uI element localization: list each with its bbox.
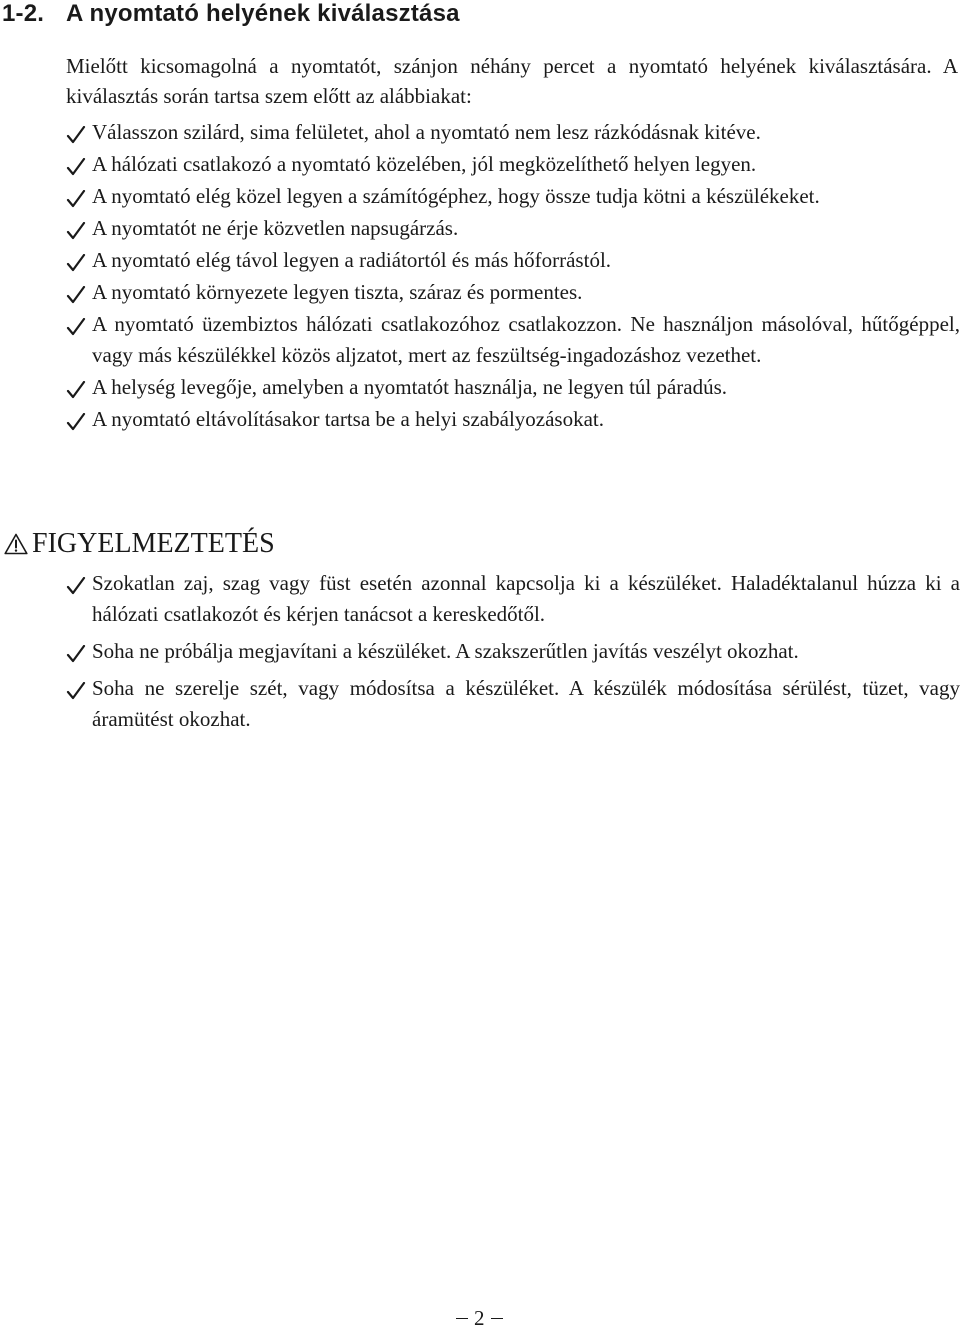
checkmark-icon bbox=[66, 318, 86, 336]
list-item-text: A helység levegője, amelyben a nyomtatót használja, ne legyen túl páradús. bbox=[92, 375, 728, 399]
list-item bbox=[66, 372, 960, 403]
placement-checklist bbox=[66, 117, 960, 436]
list-item bbox=[66, 404, 960, 435]
checkmark-icon bbox=[66, 158, 86, 176]
page-number bbox=[456, 1306, 503, 1330]
list-item-text: A nyomtató elég közel legyen a számítógéphez, hogy össze tudja kötni a készülékeket. bbox=[92, 184, 820, 208]
checkmark-icon bbox=[66, 254, 86, 272]
section-number: 1-2. bbox=[2, 0, 45, 27]
list-item bbox=[66, 277, 960, 308]
list-item-text: Válasszon szilárd, sima felületet, ahol a nyomtató nem lesz rázkódásnak kitéve. bbox=[92, 120, 761, 144]
warning-checklist bbox=[66, 568, 960, 741]
list-item-text: Soha ne szerelje szét, vagy módosítsa a készüléket. A készülék módosítása sérülést, tüzet, vagy áramütést okozhat. bbox=[92, 676, 960, 731]
checkmark-icon bbox=[66, 126, 86, 144]
page-number-dash bbox=[456, 1318, 468, 1319]
list-item bbox=[66, 213, 960, 244]
list-item bbox=[66, 245, 960, 276]
list-item bbox=[66, 117, 960, 148]
list-item-text: A nyomtató elég távol legyen a radiátortól és más hőforrástól. bbox=[92, 248, 612, 272]
checkmark-icon bbox=[66, 577, 86, 595]
list-item-text: A hálózati csatlakozó a nyomtató közelében, jól megközelíthető helyen legyen. bbox=[92, 152, 757, 176]
checkmark-icon bbox=[66, 222, 86, 240]
list-item-text: A nyomtatót ne érje közvetlen napsugárzás. bbox=[92, 216, 459, 240]
page-number-dash bbox=[491, 1318, 503, 1319]
list-item bbox=[66, 636, 960, 667]
checkmark-icon bbox=[66, 413, 86, 431]
list-item bbox=[66, 673, 960, 735]
warning-heading bbox=[4, 526, 275, 562]
checkmark-icon bbox=[66, 286, 86, 304]
list-item-text: Soha ne próbálja megjavítani a készüléket. A szakszerűtlen javítás veszélyt okozhat. bbox=[92, 639, 799, 663]
intro-paragraph: Mielőtt kicsomagolná a nyomtatót, szánjon néhány percet a nyomtató helyének kiválasztására. A kiválasztás során tartsa szem előtt az alábbiakat: bbox=[66, 54, 958, 108]
checkmark-icon bbox=[66, 682, 86, 700]
warning-title: FIGYELMEZTETÉS bbox=[32, 528, 275, 559]
page-number-value: 2 bbox=[474, 1306, 485, 1330]
list-item-text: Szokatlan zaj, szag vagy füst esetén azonnal kapcsolja ki a készüléket. Haladéktalanul húzza ki a hálózati csatlakozót és kérjen tanácsot a kereskedőtől. bbox=[92, 571, 960, 626]
checkmark-icon bbox=[66, 190, 86, 208]
list-item-text: A nyomtató környezete legyen tiszta, száraz és pormentes. bbox=[92, 280, 583, 304]
list-item-text: A nyomtató üzembiztos hálózati csatlakozóhoz csatlakozzon. Ne használjon másolóval, hűtőgéppel, vagy más készülékkel közös aljzatot, mert az feszültség-ingadozáshoz vezethet. bbox=[92, 312, 960, 367]
list-item bbox=[66, 149, 960, 180]
section-title: A nyomtató helyének kiválasztása bbox=[66, 0, 460, 27]
list-item bbox=[66, 568, 960, 630]
list-item bbox=[66, 309, 960, 371]
checkmark-icon bbox=[66, 645, 86, 663]
list-item bbox=[66, 181, 960, 212]
checkmark-icon bbox=[66, 381, 86, 399]
section-heading bbox=[2, 0, 460, 28]
warning-triangle-icon bbox=[4, 533, 28, 555]
list-item-text: A nyomtató eltávolításakor tartsa be a helyi szabályozásokat. bbox=[92, 407, 604, 431]
